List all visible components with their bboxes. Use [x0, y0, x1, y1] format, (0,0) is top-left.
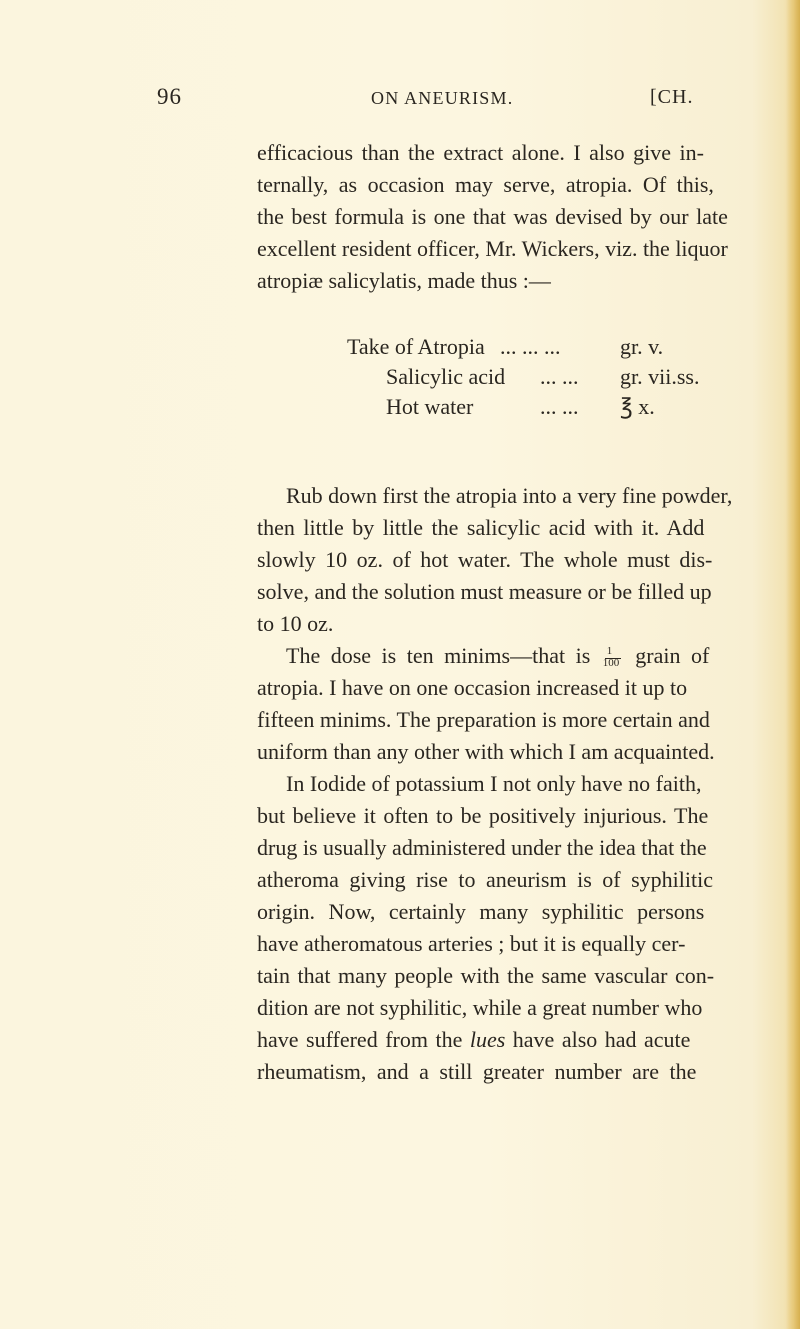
recipe-amount-atropia: gr. v. — [620, 334, 664, 359]
text-line: have atheromatous arteries ; but it is equally cer- — [257, 931, 686, 956]
text-line: the best formula is one that was devised by our late — [257, 204, 728, 229]
text-line: slowly 10 oz. of hot water. The whole must dis- — [257, 547, 713, 572]
text-line: then little by little the salicylic acid with it. Add — [257, 515, 705, 540]
text-fragment: grain of — [635, 643, 710, 668]
page-number: 96 — [157, 84, 182, 109]
text-line: tain that many people with the same vascular con- — [257, 963, 715, 988]
text-fragment: The dose is ten minims—that is — [286, 643, 591, 668]
fraction — [601, 644, 625, 669]
text-line: to 10 oz. — [257, 611, 334, 636]
recipe-item-hot-water: Hot water — [386, 394, 474, 419]
page-edge-shadow — [786, 0, 800, 1329]
text-line: origin. Now, certainly many syphilitic persons — [257, 899, 705, 924]
text-line: Rub down first the atropia into a very fine powder, — [286, 483, 733, 508]
text-line: drug is usually administered under the idea that the — [257, 835, 707, 860]
text-line: solve, and the solution must measure or be filled up — [257, 579, 712, 604]
text-line: efficacious than the extract alone. I also give in- — [257, 140, 704, 165]
recipe-take-of: Take of Atropia — [347, 334, 485, 359]
text-line: ternally, as occasion may serve, atropia. Of this, — [257, 172, 714, 197]
text-line: In Iodide of potassium I not only have no faith, — [286, 771, 702, 796]
text-line: dition are not syphilitic, while a great number who — [257, 995, 703, 1020]
text-line: atropiæ salicylatis, made thus :— — [257, 268, 551, 293]
recipe-amount-salicylic-acid: gr. vii.ss. — [620, 364, 700, 389]
text-line: fifteen minims. The preparation is more certain and — [257, 707, 710, 732]
text-line — [257, 1029, 690, 1051]
running-title: ON ANEURISM. — [371, 88, 514, 108]
page-header — [0, 84, 800, 114]
text-fragment: have suffered from the — [257, 1027, 463, 1052]
recipe-item-salicylic-acid: Salicylic acid — [386, 364, 506, 389]
recipe-dots: ... ... ... — [500, 334, 561, 359]
chapter-mark: [CH. — [650, 86, 694, 108]
recipe-dots: ... ... — [540, 394, 579, 419]
text-fragment: have also had acute — [512, 1027, 691, 1052]
fraction-numerator: 1 — [606, 644, 613, 657]
text-line: rheumatism, and a still greater number are the — [257, 1059, 697, 1084]
italic-term: lues — [469, 1027, 506, 1052]
text-line: atropia. I have on one occasion increased it up to — [257, 675, 688, 700]
text-line — [286, 645, 709, 667]
text-line: atheroma giving rise to aneurism is of syphilitic — [257, 867, 713, 892]
text-line: uniform than any other with which I am acquainted. — [257, 739, 715, 764]
recipe-amount-hot-water: ℥ x. — [620, 394, 655, 419]
fraction-denominator: 100 — [602, 656, 620, 669]
text-line: but believe it often to be positively injurious. The — [257, 803, 709, 828]
recipe-dots: ... ... — [540, 364, 579, 389]
text-line: excellent resident officer, Mr. Wickers, viz. the liquor — [257, 236, 728, 261]
